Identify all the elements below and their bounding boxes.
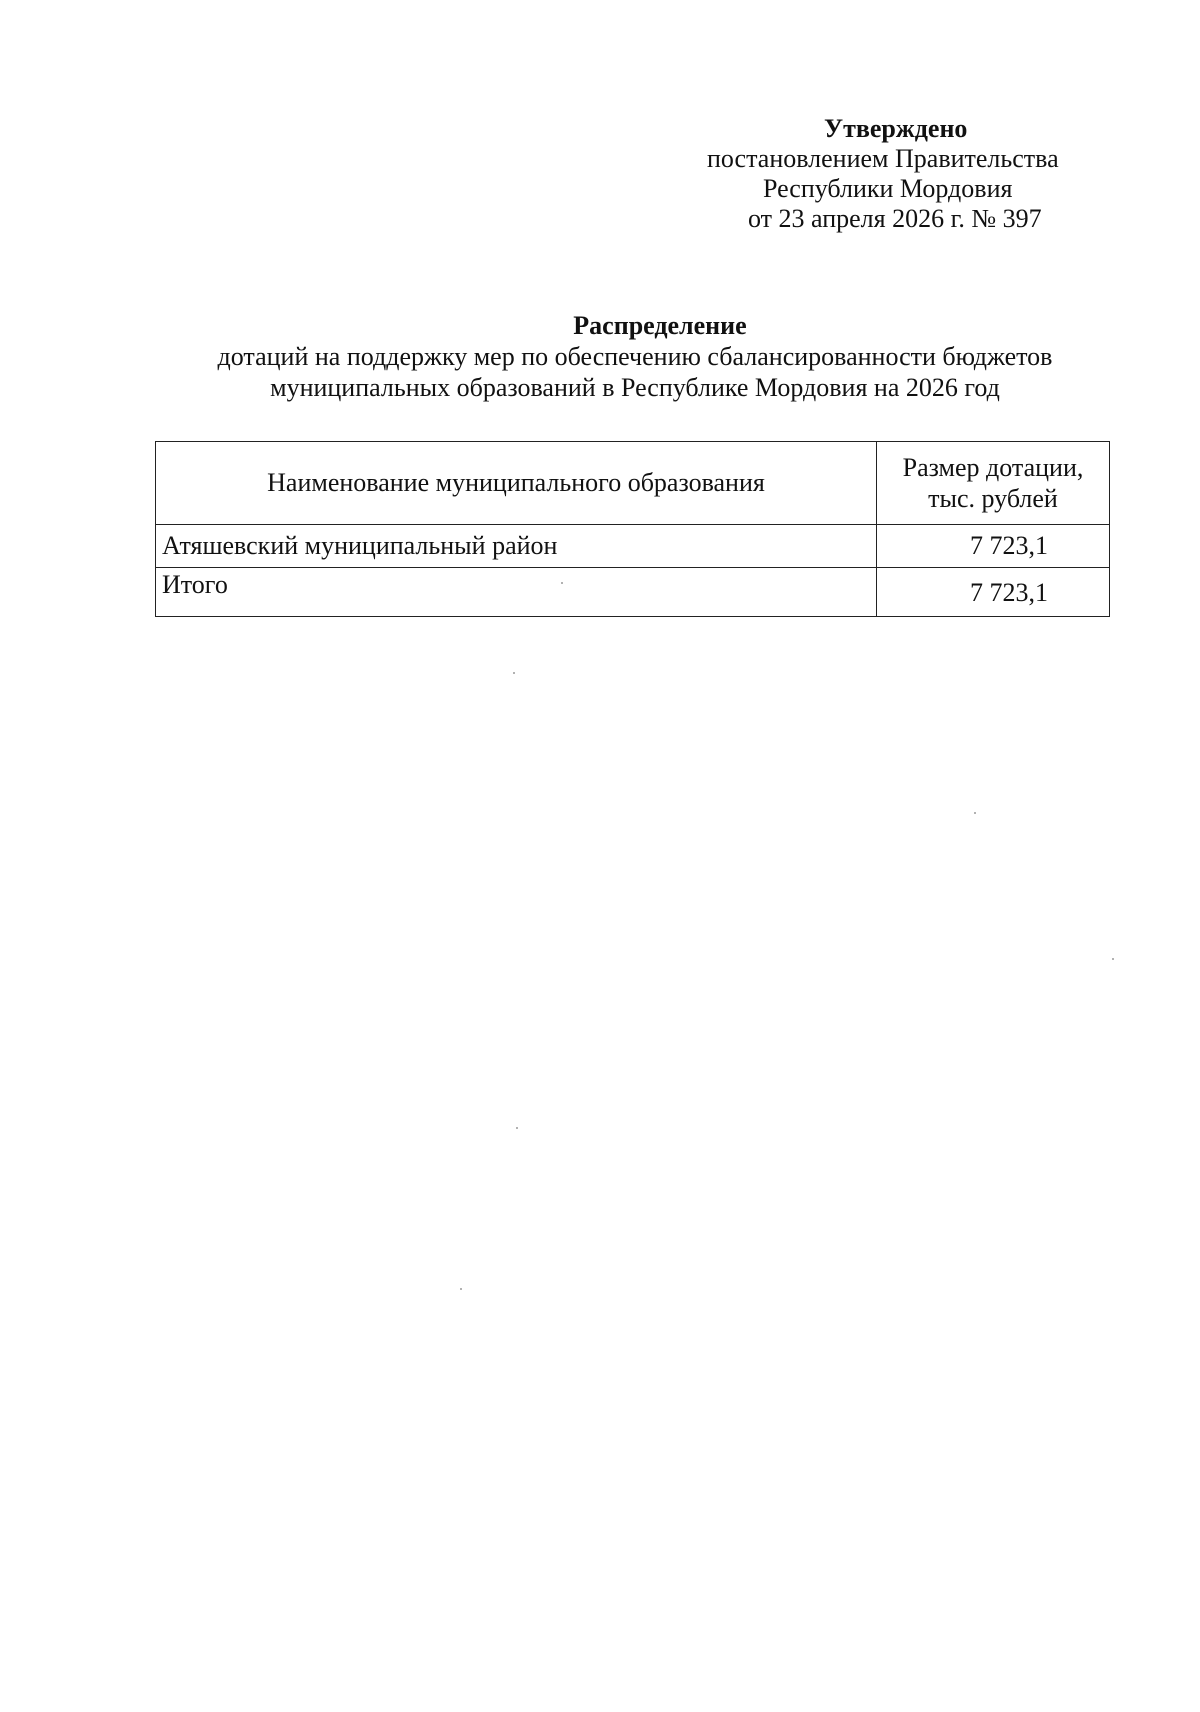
total-amount: 7 723,1 xyxy=(877,568,1110,617)
row-grant-amount: 7 723,1 xyxy=(877,525,1110,568)
heading-line-2: муниципальных образований в Республике Мордовия на 2026 год xyxy=(270,373,1000,402)
header-grant-amount xyxy=(877,442,1110,525)
distribution-table xyxy=(155,441,1110,617)
scan-speck xyxy=(513,672,515,674)
approval-line-1: постановлением Правительства xyxy=(707,144,1059,173)
table-row xyxy=(156,525,1110,568)
header-municipality-name: Наименование муниципального образования xyxy=(156,442,877,525)
row-municipality-name: Атяшевский муниципальный район xyxy=(156,525,877,568)
header-grant-amount-line-1: Размер дотации, xyxy=(902,453,1084,482)
scan-speck xyxy=(561,582,563,584)
table-header-row xyxy=(156,442,1110,525)
scan-speck xyxy=(460,1288,462,1290)
approval-line-3: от 23 апреля 2026 г. № 397 xyxy=(748,204,1042,233)
heading-title: Распределение xyxy=(573,311,747,340)
total-label: Итого xyxy=(156,568,877,617)
heading-line-1: дотаций на поддержку мер по обеспечению сбалансированности бюджетов xyxy=(217,342,1053,371)
header-grant-amount-line-2: тыс. рублей xyxy=(928,484,1058,513)
scan-speck xyxy=(1112,958,1114,960)
approval-line-2: Республики Мордовия xyxy=(763,174,1013,203)
scan-speck xyxy=(974,812,976,814)
approval-stamp-block xyxy=(680,114,1120,234)
scan-speck xyxy=(516,1127,518,1129)
table-total-row xyxy=(156,568,1110,617)
document-heading xyxy=(140,310,1130,403)
approval-title: Утверждено xyxy=(824,114,968,143)
